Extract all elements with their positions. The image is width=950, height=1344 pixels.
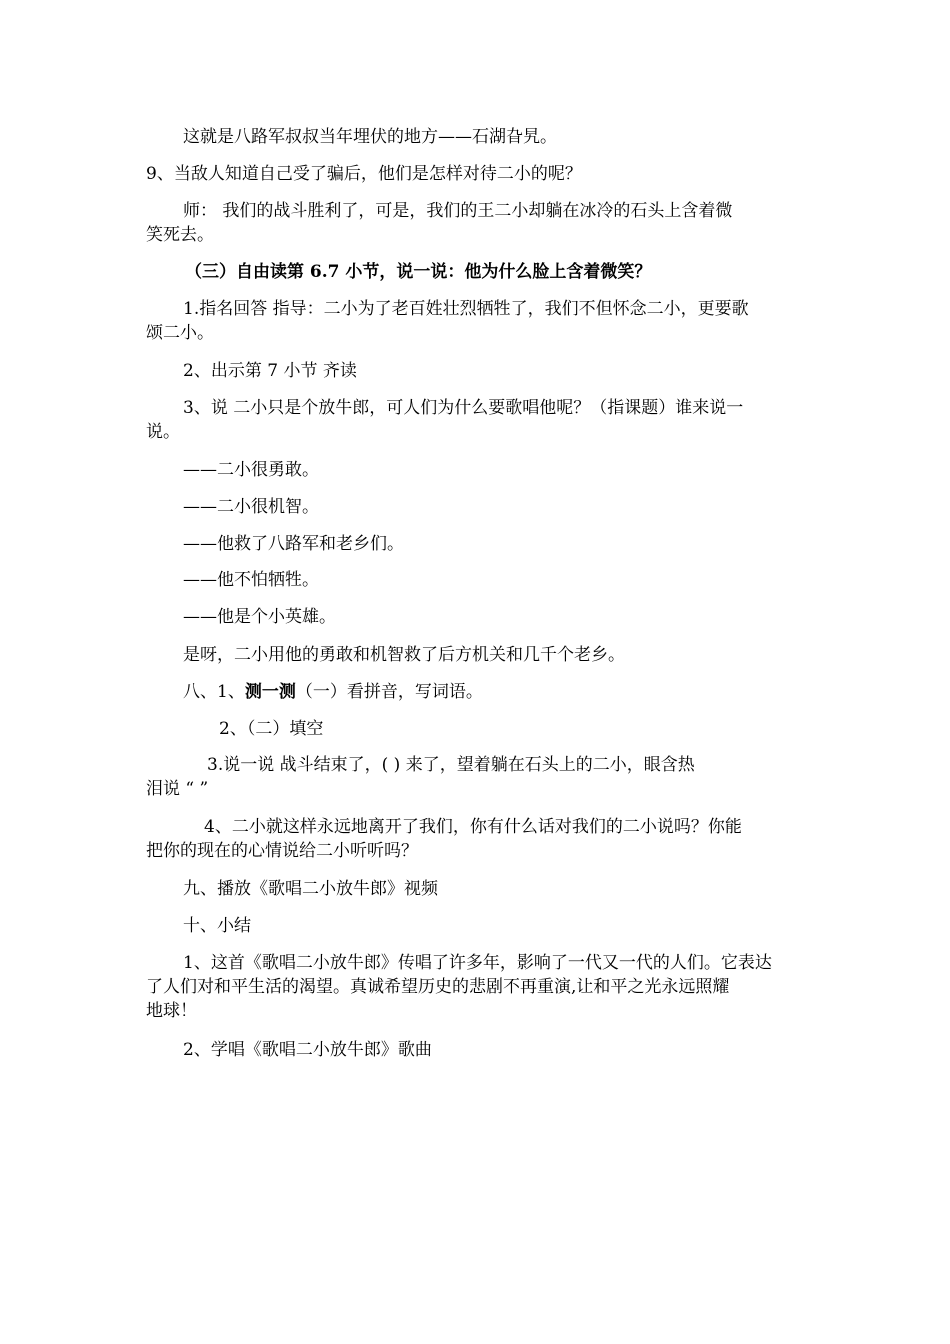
- paragraph-line: 1.指名回答 指导：二小为了老百姓壮烈牺牲了，我们不但怀念二小，更要歌: [183, 299, 749, 319]
- list-item: ——他救了八路军和老乡们。: [183, 534, 404, 554]
- list-item: ——他是个小英雄。: [183, 607, 336, 627]
- section-8-rest: （一）看拼音，写词语。: [295, 682, 483, 702]
- paragraph-line: 2、（二）填空: [219, 719, 324, 739]
- section-heading: （三）自由读第 6.7 小节，说一说：他为什么脸上含着微笑？: [185, 262, 652, 282]
- section-heading: 九、播放《歌唱二小放牛郎》视频: [183, 879, 438, 899]
- paragraph-line: 3.说一说 战斗结束了，( ) 来了，望着躺在石头上的二小，眼含热: [207, 755, 695, 775]
- list-item: ——二小很机智。: [183, 497, 319, 517]
- paragraph-line: 说。: [146, 422, 180, 442]
- list-item: ——他不怕牺牲。: [183, 570, 319, 590]
- paragraph-line: 2、学唱《歌唱二小放牛郎》歌曲: [183, 1040, 432, 1060]
- paragraph-line: 这就是八路军叔叔当年埋伏的地方——石湖旮旯。: [183, 127, 557, 147]
- list-item: ——二小很勇敢。: [183, 460, 319, 480]
- paragraph-line: 泪说 “ ”: [146, 779, 209, 799]
- paragraph-line: 地球！: [146, 1001, 197, 1021]
- paragraph-line: 师： 我们的战斗胜利了，可是，我们的王二小却躺在冰冷的石头上含着微: [183, 201, 733, 221]
- paragraph-line: 9、当敌人知道自己受了骗后，他们是怎样对待二小的呢？: [146, 164, 582, 184]
- section-8-bold-title: 测一测: [244, 682, 296, 702]
- paragraph-line: 把你的现在的心情说给二小听听吗？: [146, 841, 418, 861]
- paragraph-line: 笑死去。: [146, 225, 214, 245]
- paragraph-line: 是呀，二小用他的勇敢和机智救了后方机关和几千个老乡。: [183, 645, 625, 665]
- paragraph-line: 3、说 二小只是个放牛郎，可人们为什么要歌唱他呢？（指课题）谁来说一: [183, 398, 744, 418]
- section-8-line: [183, 681, 483, 703]
- section-8-prefix: 八、1、: [183, 682, 245, 702]
- section-heading: 十、小结: [183, 916, 251, 936]
- paragraph-line: 颂二小。: [146, 323, 214, 343]
- paragraph-line: 1、这首《歌唱二小放牛郎》传唱了许多年，影响了一代又一代的人们。它表达: [183, 953, 772, 973]
- paragraph-line: 2、出示第 7 小节 齐读: [183, 361, 357, 381]
- paragraph-line: 4、二小就这样永远地离开了我们，你有什么话对我们的二小说吗？你能: [204, 817, 742, 837]
- paragraph-line: 了人们对和平生活的渴望。真诚希望历史的悲剧不再重演,让和平之光永远照耀: [146, 977, 730, 997]
